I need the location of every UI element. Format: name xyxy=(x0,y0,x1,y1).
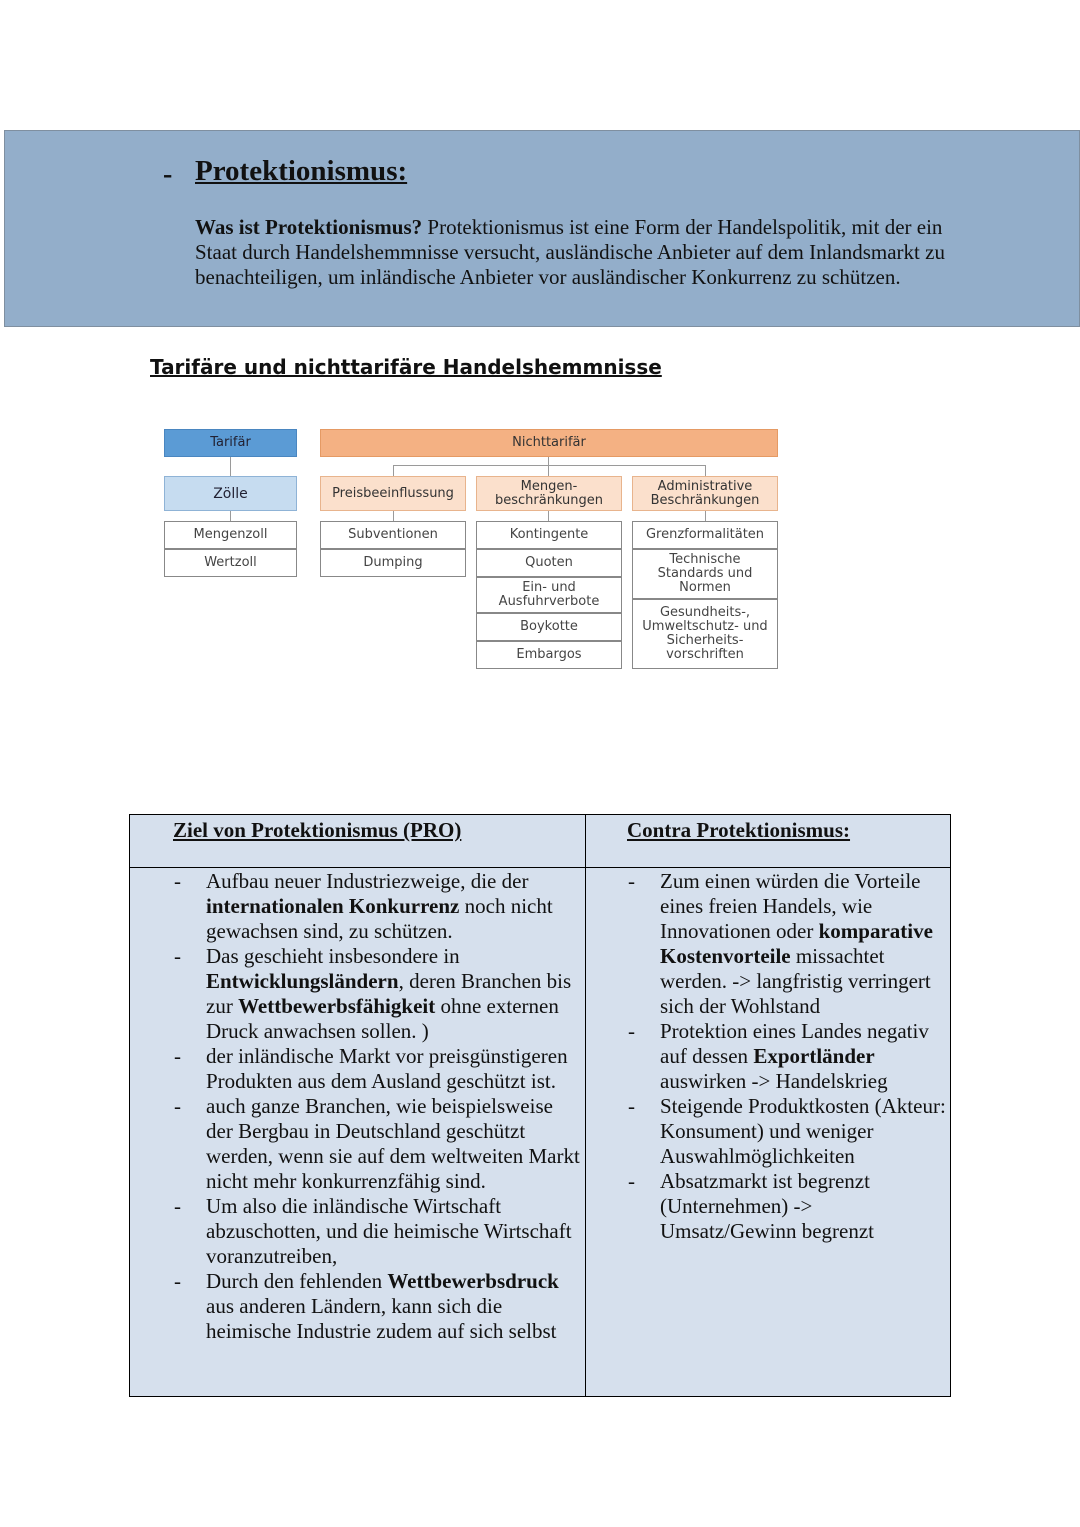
definition-question: Was ist Protektionismus? xyxy=(195,215,423,239)
list-text: Protektion eines Landes negativ auf dessen xyxy=(660,1019,929,1068)
ein-ausfuhrverbote-item: Ein- und Ausfuhrverbote xyxy=(476,577,622,613)
bold-term: internationalen Konkurrenz xyxy=(206,894,460,918)
list-text: noch nicht gewachsen sind, zu schützen. xyxy=(206,894,553,943)
zoelle-category: Zölle xyxy=(164,476,297,511)
mengenzoll-item: Mengenzoll xyxy=(164,521,297,549)
list-text: Steigende Produktkosten (Akteur: Konsument) und weniger Auswahlmöglichkeiten xyxy=(660,1094,946,1168)
bold-term: Wettbewerbsdruck xyxy=(387,1269,559,1293)
mengenbeschraenkungen-category: Mengen- beschränkungen xyxy=(476,476,622,511)
gesundheitsvorschriften-item: Gesundheits-, Umweltschutz- und Sicherheits- vorschriften xyxy=(632,599,778,669)
technische-standards-item: Technische Standards und Normen xyxy=(632,549,778,599)
connector-line xyxy=(548,457,549,465)
list-text: auswirken -> Handelskrieg xyxy=(660,1069,888,1093)
header-divider xyxy=(130,867,950,868)
dumping-item: Dumping xyxy=(320,549,466,577)
list-text: ohne externen Druck anwachsen sollen. ) xyxy=(206,994,559,1043)
list-item xyxy=(174,869,584,944)
intro-box xyxy=(4,130,1080,327)
administrative-beschraenkungen-category: Administrative Beschränkungen xyxy=(632,476,778,511)
definition-text xyxy=(195,215,975,290)
pro-column-title: Ziel von Protektionismus (PRO) xyxy=(173,818,462,842)
connector-line xyxy=(230,511,231,521)
pro-contra-table xyxy=(129,814,951,1397)
list-item xyxy=(174,1044,584,1094)
quoten-item: Quoten xyxy=(476,549,622,577)
list-item xyxy=(628,1094,948,1169)
bold-term: komparative Kostenvorteile xyxy=(660,919,933,968)
list-text: Um also die inländische Wirtschaft abzuschotten, und die heimische Wirtschaft voranzutreiben, xyxy=(206,1194,572,1268)
list-text: der inländische Markt vor preisgünstigeren Produkten aus dem Ausland geschützt ist. xyxy=(206,1044,568,1093)
contra-column-title: Contra Protektionismus: xyxy=(627,818,851,842)
page-title: Protektionismus: xyxy=(195,155,408,187)
kontingente-item: Kontingente xyxy=(476,521,622,549)
embargos-item: Embargos xyxy=(476,641,622,669)
connector-line xyxy=(230,457,231,476)
bold-term: Exportländer xyxy=(753,1044,875,1068)
list-text: Absatzmarkt ist begrenzt (Unternehmen) -> Umsatz/Gewinn begrenzt xyxy=(660,1169,875,1243)
list-text: Durch den fehlenden xyxy=(206,1269,388,1293)
connector-line xyxy=(548,465,549,476)
list-text: missachtet werden. -> langfristig verringert sich der Wohlstand xyxy=(660,944,931,1018)
list-item xyxy=(174,1194,584,1269)
list-text: Das geschieht insbesondere in xyxy=(206,944,460,968)
list-item xyxy=(174,1269,584,1344)
connector-line xyxy=(393,465,394,476)
list-item xyxy=(174,1094,584,1194)
list-item xyxy=(174,944,584,1044)
boykotte-item: Boykotte xyxy=(476,613,622,641)
bold-term: Entwicklungsländern xyxy=(206,969,399,993)
tarifar-header: Tarifär xyxy=(164,429,297,457)
connector-line xyxy=(705,465,706,476)
list-item xyxy=(628,1019,948,1094)
connector-line xyxy=(705,511,706,521)
list-item xyxy=(628,1169,948,1244)
bullet-dash: - xyxy=(163,159,173,190)
contra-list xyxy=(628,869,948,1244)
pro-list xyxy=(174,869,584,1344)
list-text: auch ganze Branchen, wie beispielsweise der Bergbau in Deutschland geschützt werden, wenn sie auf dem weltweiten Markt nicht mehr konkurrenzfähig sind. xyxy=(206,1094,580,1193)
connector-line xyxy=(548,511,549,521)
diagram-heading: Tarifäre und nichttarifäre Handelshemmnisse xyxy=(150,355,662,379)
connector-line xyxy=(393,511,394,521)
list-text: , deren Branchen bis zur xyxy=(206,969,572,1018)
list-item xyxy=(628,869,948,1019)
column-divider xyxy=(585,815,586,1396)
list-text: aus anderen Ländern, kann sich die heimische Industrie zudem auf sich selbst xyxy=(206,1294,557,1343)
wertzoll-item: Wertzoll xyxy=(164,549,297,577)
nichttarifar-header: Nichttarifär xyxy=(320,429,778,457)
grenzformalitaeten-item: Grenzformalitäten xyxy=(632,521,778,549)
preisbeeinflussung-category: Preisbeeinflussung xyxy=(320,476,466,511)
definition-body: Protektionismus ist eine Form der Handelspolitik, mit der ein Staat durch Handelshemmnisse versucht, ausländische Anbieter auf dem Inlandsmarkt zu benachteiligen, um inländische Anbieter vor ausländischer Konkurrenz zu schützen. xyxy=(195,215,945,289)
list-text: Zum einen würden die Vorteile eines freien Handels, wie Innovationen oder xyxy=(660,869,921,943)
bold-term: Wettbewerbsfähigkeit xyxy=(238,994,436,1018)
list-text: Aufbau neuer Industriezweige, die der xyxy=(206,869,529,893)
connector-line xyxy=(393,465,706,466)
subventionen-item: Subventionen xyxy=(320,521,466,549)
trade-barriers-diagram xyxy=(0,0,1080,700)
